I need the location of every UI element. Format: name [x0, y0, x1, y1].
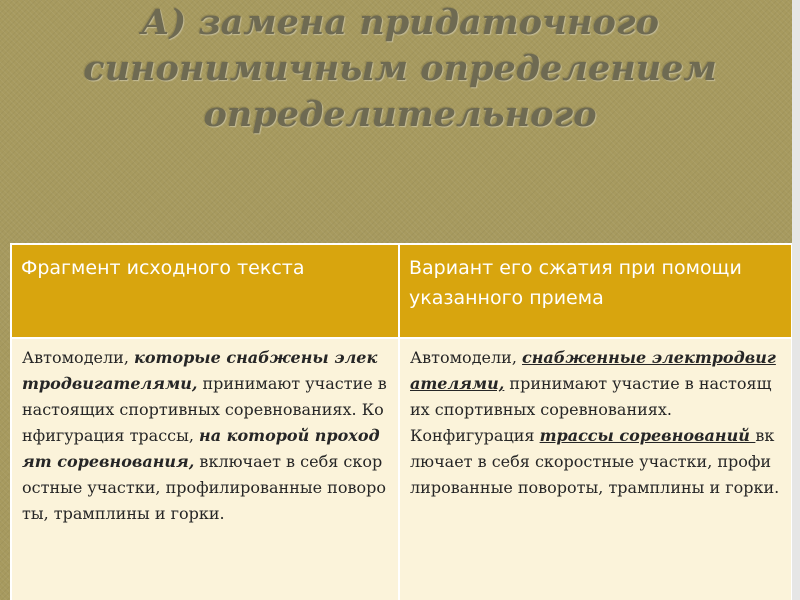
- compressed-text-plain-2: принимают участие в настоящих спортивных соревнованиях.: [410, 374, 772, 419]
- compressed-participle-phrase: снабженные электродвигателями,: [410, 348, 776, 393]
- compressed-text-plain-4: включает в себя скоростные участки, профилированные повороты, трамплины и горки.: [410, 426, 780, 497]
- slide-title: [40, 0, 760, 138]
- comparison-table: [10, 243, 793, 600]
- table-row: [11, 338, 792, 600]
- compressed-genitive-phrase: трассы соревнований: [539, 426, 756, 445]
- slide-edge: [792, 0, 800, 600]
- header-original-fragment: Фрагмент исходного текста: [11, 244, 399, 338]
- title-line-3: определительного: [203, 94, 597, 135]
- compressed-text-plain-1: Автомодели,: [410, 348, 523, 367]
- cell-original-text: [11, 338, 399, 600]
- original-text-plain-1: Автомодели,: [22, 348, 135, 367]
- original-clause-1: которые снабжены электродвигателями,: [22, 348, 378, 393]
- original-text-plain-3: включает в себя скоростные участки, профилированные повороты, трамплины и горки.: [22, 452, 386, 523]
- cell-compressed-text: [399, 338, 792, 600]
- original-clause-2: на которой проходят соревнования,: [22, 426, 380, 471]
- table-header-row: [11, 244, 792, 338]
- header-compressed-variant: Вариант его сжатия при помощи указанного приема: [399, 244, 792, 338]
- compressed-text-plain-3: Конфигурация: [410, 426, 540, 445]
- title-line-1: А) замена придаточного: [141, 2, 659, 43]
- original-text-plain-2: принимают участие в настоящих спортивных соревнованиях. Конфигурация трассы,: [22, 374, 387, 445]
- title-line-2: синонимичным определением: [83, 48, 717, 89]
